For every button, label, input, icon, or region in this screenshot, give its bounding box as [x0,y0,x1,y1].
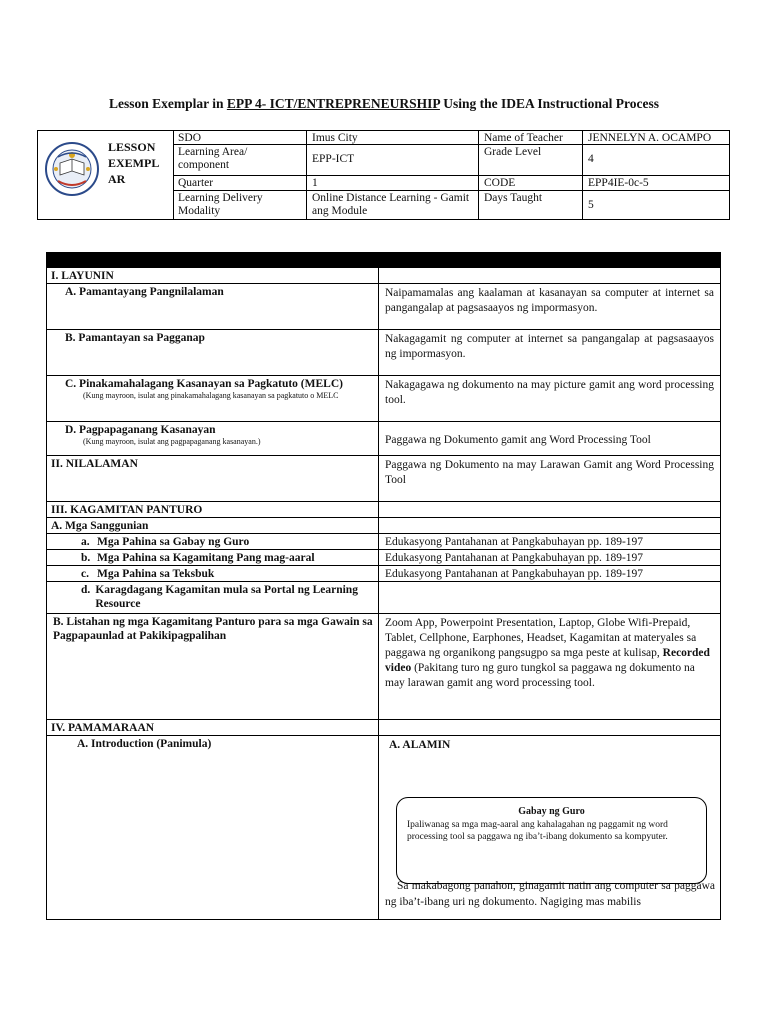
section-layunin: I. LAYUNIN [47,268,379,283]
header-table [37,130,730,220]
sdo-value: Imus City [307,131,479,145]
row-value: Edukasyong Pantahanan at Pangkabuhayan pp. 189-197 [385,552,644,564]
table-row [46,518,721,534]
row-label: B. Listahan ng mga Kagamitang Panturo para sa mga Gawain sa Pagpapaunlad at Pakikipagpalihan [47,614,379,719]
section-nilalaman: II. NILALAMAN [47,456,379,501]
table-row [46,422,721,456]
gabay-title: Gabay ng Guro [518,806,585,817]
teacher-label: Name of Teacher [479,131,583,145]
section-pamamaraan: IV. PAMAMARAAN [47,720,379,735]
grade-value: 4 [583,145,729,176]
row-label: A. Introduction (Panimula) [47,736,379,919]
gabay-text: Ipaliwanag sa mga mag-aaral ang kahalagahan ng paggamit ng word processing tool sa paggawa ng iba’t-ibang dokumento sa kompyuter. [407,820,668,842]
lesson-exemplar-label: LESSON EXEMPL AR [108,140,159,186]
row-value: Edukasyong Pantahanan at Pangkabuhayan pp. 189-197 [385,568,644,580]
table-row [46,456,721,502]
sdo-label: SDO [173,131,307,145]
learning-area-value: EPP-ICT [307,145,479,176]
table-row [46,268,721,284]
table-row [46,614,721,720]
days-value: 5 [588,199,594,211]
table-row [46,566,721,582]
table-row [46,720,721,736]
logo-cell [38,131,174,220]
row-label: B. Pamantayan sa Pagganap [47,330,379,375]
row-label: D. Pagpapaganang Kasanayan (Kung mayroon, isulat ang pagpapaganang kasanayan.) [47,422,379,455]
row-value: Paggawa ng Dokumento gamit ang Word Processing Tool [385,434,651,446]
alamin-label: A. ALAMIN [389,739,451,751]
gabay-ng-guro-box [396,797,707,884]
row-value: Nakagagamit ng computer at internet sa pangangalap at pagsasaayos ng impormasyon. [385,333,714,360]
row-value: Paggawa ng Dokumento na may Larawan Gamit ang Word Processing Tool [385,459,714,486]
row-label: C. Pinakamahalagang Kasanayan sa Pagkatuto (MELC) (Kung mayroon, isulat ang pinakamahalagang kasanayan sa pagkatuto o MELC [47,376,379,421]
days-label: Days Taught [479,191,583,220]
table-row [46,502,721,518]
modality-value: Online Distance Learning - Gamit ang Module [307,191,479,220]
section-kagamitan: III. KAGAMITAN PANTURO [47,502,379,517]
row-value: Edukasyong Pantahanan at Pangkabuhayan pp. 189-197 [385,536,644,548]
code-label: CODE [479,176,583,191]
closing-paragraph: Sa makabagong panahon, ginagamit natin ang computer sa paggawa ng iba’t-ibang uri ng dokumento. Nagiging mas mabilis [385,880,715,908]
table-row [46,376,721,422]
deped-seal-icon [44,141,100,197]
table-row [46,284,721,330]
table-row [46,550,721,566]
table-header-bar [46,252,721,268]
row-label: c. Mga Pahina sa Teksbuk [47,566,379,581]
page-title: Lesson Exemplar in EPP 4- ICT/ENTREPRENEURSHIP Using the IDEA Instructional Process [108,96,660,111]
learning-area-label: Learning Area/ component [173,145,307,176]
modality-label: Learning Delivery Modality [173,191,307,220]
quarter-value: 1 [307,176,479,191]
section-sanggunian: A. Mga Sanggunian [47,518,379,533]
row-label: a. Mga Pahina sa Gabay ng Guro [47,534,379,549]
teacher-value: JENNELYN A. OCAMPO [583,131,729,145]
row-value: Zoom App, Powerpoint Presentation, Laptop, Globe Wifi-Prepaid, Tablet, Cellphone, Earphones, Headset, Kagamitan at materyales sa paggawa ng organikong pangsugpo sa mga peste at kulisap, Recorded video (Pakitang turo ng guro tungkol sa paggawa ng dokumento na may larawan gamit ang word processing tool. [385,617,710,689]
row-label: A. Pamantayang Pangnilalaman [47,284,379,329]
table-row [46,534,721,550]
table-row [46,330,721,376]
grade-label: Grade Level [479,145,583,176]
table-row [46,582,721,614]
quarter-label: Quarter [173,176,307,191]
code-value: EPP4IE-0c-5 [583,176,729,191]
row-label: d. Karagdagang Kagamitan mula sa Portal ng Learning Resource [47,582,379,613]
row-value: Nakagagawa ng dokumento na may picture gamit ang word processing tool. [385,379,714,406]
row-label: b. Mga Pahina sa Kagamitang Pang mag-aaral [47,550,379,565]
row-value: Naipamamalas ang kaalaman at kasanayan sa computer at internet sa pangangalap at pagsasaayos ng impormasyon. [385,287,714,314]
